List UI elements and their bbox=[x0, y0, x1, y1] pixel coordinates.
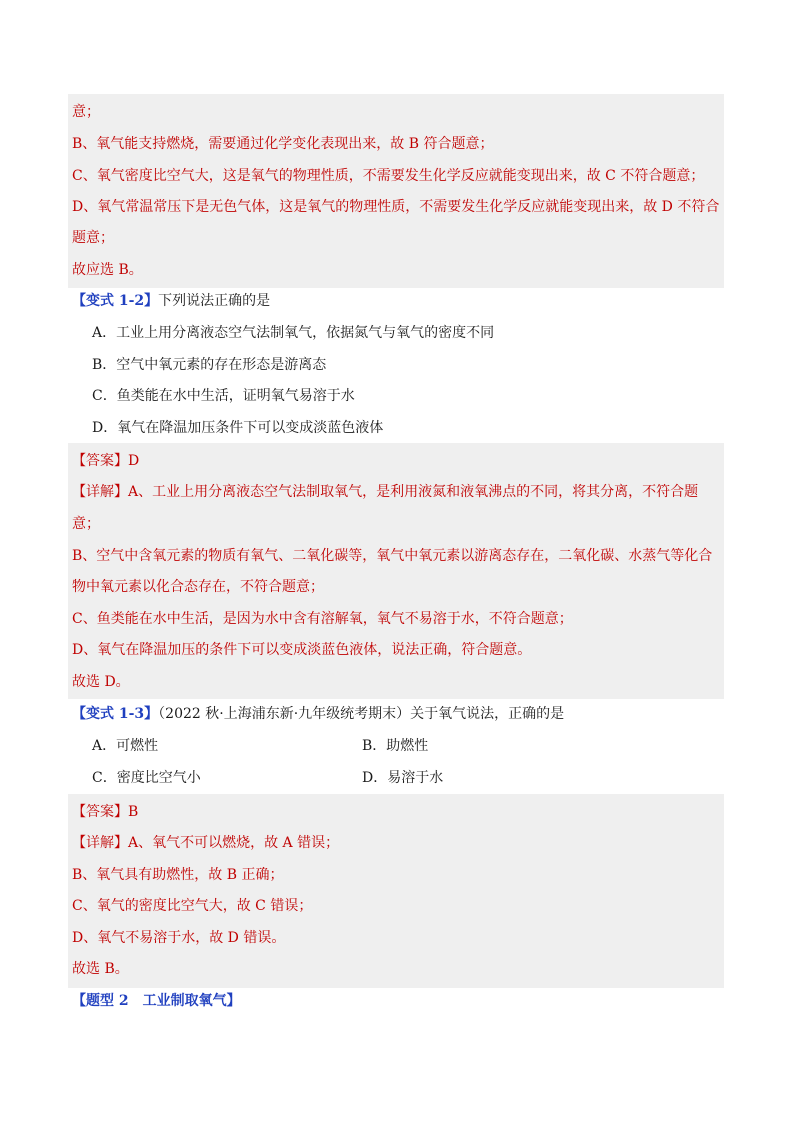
option-b: B．助燃性 bbox=[362, 738, 429, 754]
detail-line: 物中氧元素以化合态存在，不符合题意； bbox=[72, 579, 324, 595]
detail-line: B、氧气具有助燃性，故 B 正确； bbox=[72, 867, 284, 883]
question-tag: 【变式 1-3】 bbox=[72, 706, 159, 722]
detail-line: 故选 D。 bbox=[72, 674, 130, 690]
section-heading: 【题型 2 工业制取氧气】 bbox=[72, 993, 241, 1009]
solution-line: D、氧气常温常压下是无色气体，这是氧气的物理性质，不需要发生化学反应就能变现出来，故 D 不符合 bbox=[72, 199, 720, 215]
option-d: D．氧气在降温加压条件下可以变成淡蓝色液体 bbox=[92, 420, 384, 436]
detail-line: 故选 B。 bbox=[72, 961, 129, 977]
solution-line: 故应选 B。 bbox=[72, 262, 143, 278]
question-stem: 下列说法正确的是 bbox=[158, 293, 271, 309]
question-stem: （2022 秋·上海浦东新·九年级统考期末）关于氧气说法，正确的是 bbox=[158, 706, 565, 722]
answer-label: 【答案】D bbox=[72, 453, 140, 469]
option-d: D．易溶于水 bbox=[362, 770, 444, 786]
detail-line: C、鱼类能在水中生活，是因为水中含有溶解氧，氧气不易溶于水，不符合题意； bbox=[72, 611, 573, 627]
detail-line: 意； bbox=[72, 516, 100, 532]
option-c: C．密度比空气小 bbox=[92, 770, 201, 786]
solution-line: C、氧气密度比空气大，这是氧气的物理性质，不需要发生化学反应就能变现出来，故 C 不符合题意； bbox=[72, 168, 705, 184]
detail-line: D、氧气不易溶于水，故 D 错误。 bbox=[72, 930, 286, 946]
option-a: A．可燃性 bbox=[92, 738, 159, 754]
solution-line: 题意； bbox=[72, 230, 114, 246]
question-1-2-heading bbox=[72, 291, 270, 311]
solution-line: B、氧气能支持燃烧，需要通过化学变化表现出来，故 B 符合题意； bbox=[72, 136, 494, 152]
detail-line: 【详解】A、工业上用分离液态空气法制取氧气，是利用液氮和液氧沸点的不同，将其分离，不符合题 bbox=[72, 484, 699, 500]
answer-label: 【答案】B bbox=[72, 804, 139, 820]
solution-line: 意； bbox=[72, 104, 100, 120]
detail-line: C、氧气的密度比空气大，故 C 错误； bbox=[72, 898, 313, 914]
option-a: A．工业上用分离液态空气法制氧气，依据氮气与氧气的密度不同 bbox=[92, 325, 495, 341]
detail-line: 【详解】A、氧气不可以燃烧，故 A 错误； bbox=[72, 835, 340, 851]
detail-line: D、氧气在降温加压的条件下可以变成淡蓝色液体，说法正确，符合题意。 bbox=[72, 642, 532, 658]
detail-line: B、空气中含氧元素的物质有氧气、二氧化碳等，氧气中氧元素以游离态存在，二氧化碳、水蒸气等化合 bbox=[72, 548, 713, 564]
option-c: C．鱼类能在水中生活，证明氧气易溶于水 bbox=[92, 388, 355, 404]
option-b: B．空气中氧元素的存在形态是游离态 bbox=[92, 357, 327, 373]
solution-block-1 bbox=[68, 94, 724, 288]
question-1-3-heading bbox=[72, 704, 564, 724]
question-tag: 【变式 1-2】 bbox=[72, 293, 159, 309]
solution-block-3 bbox=[68, 794, 724, 988]
